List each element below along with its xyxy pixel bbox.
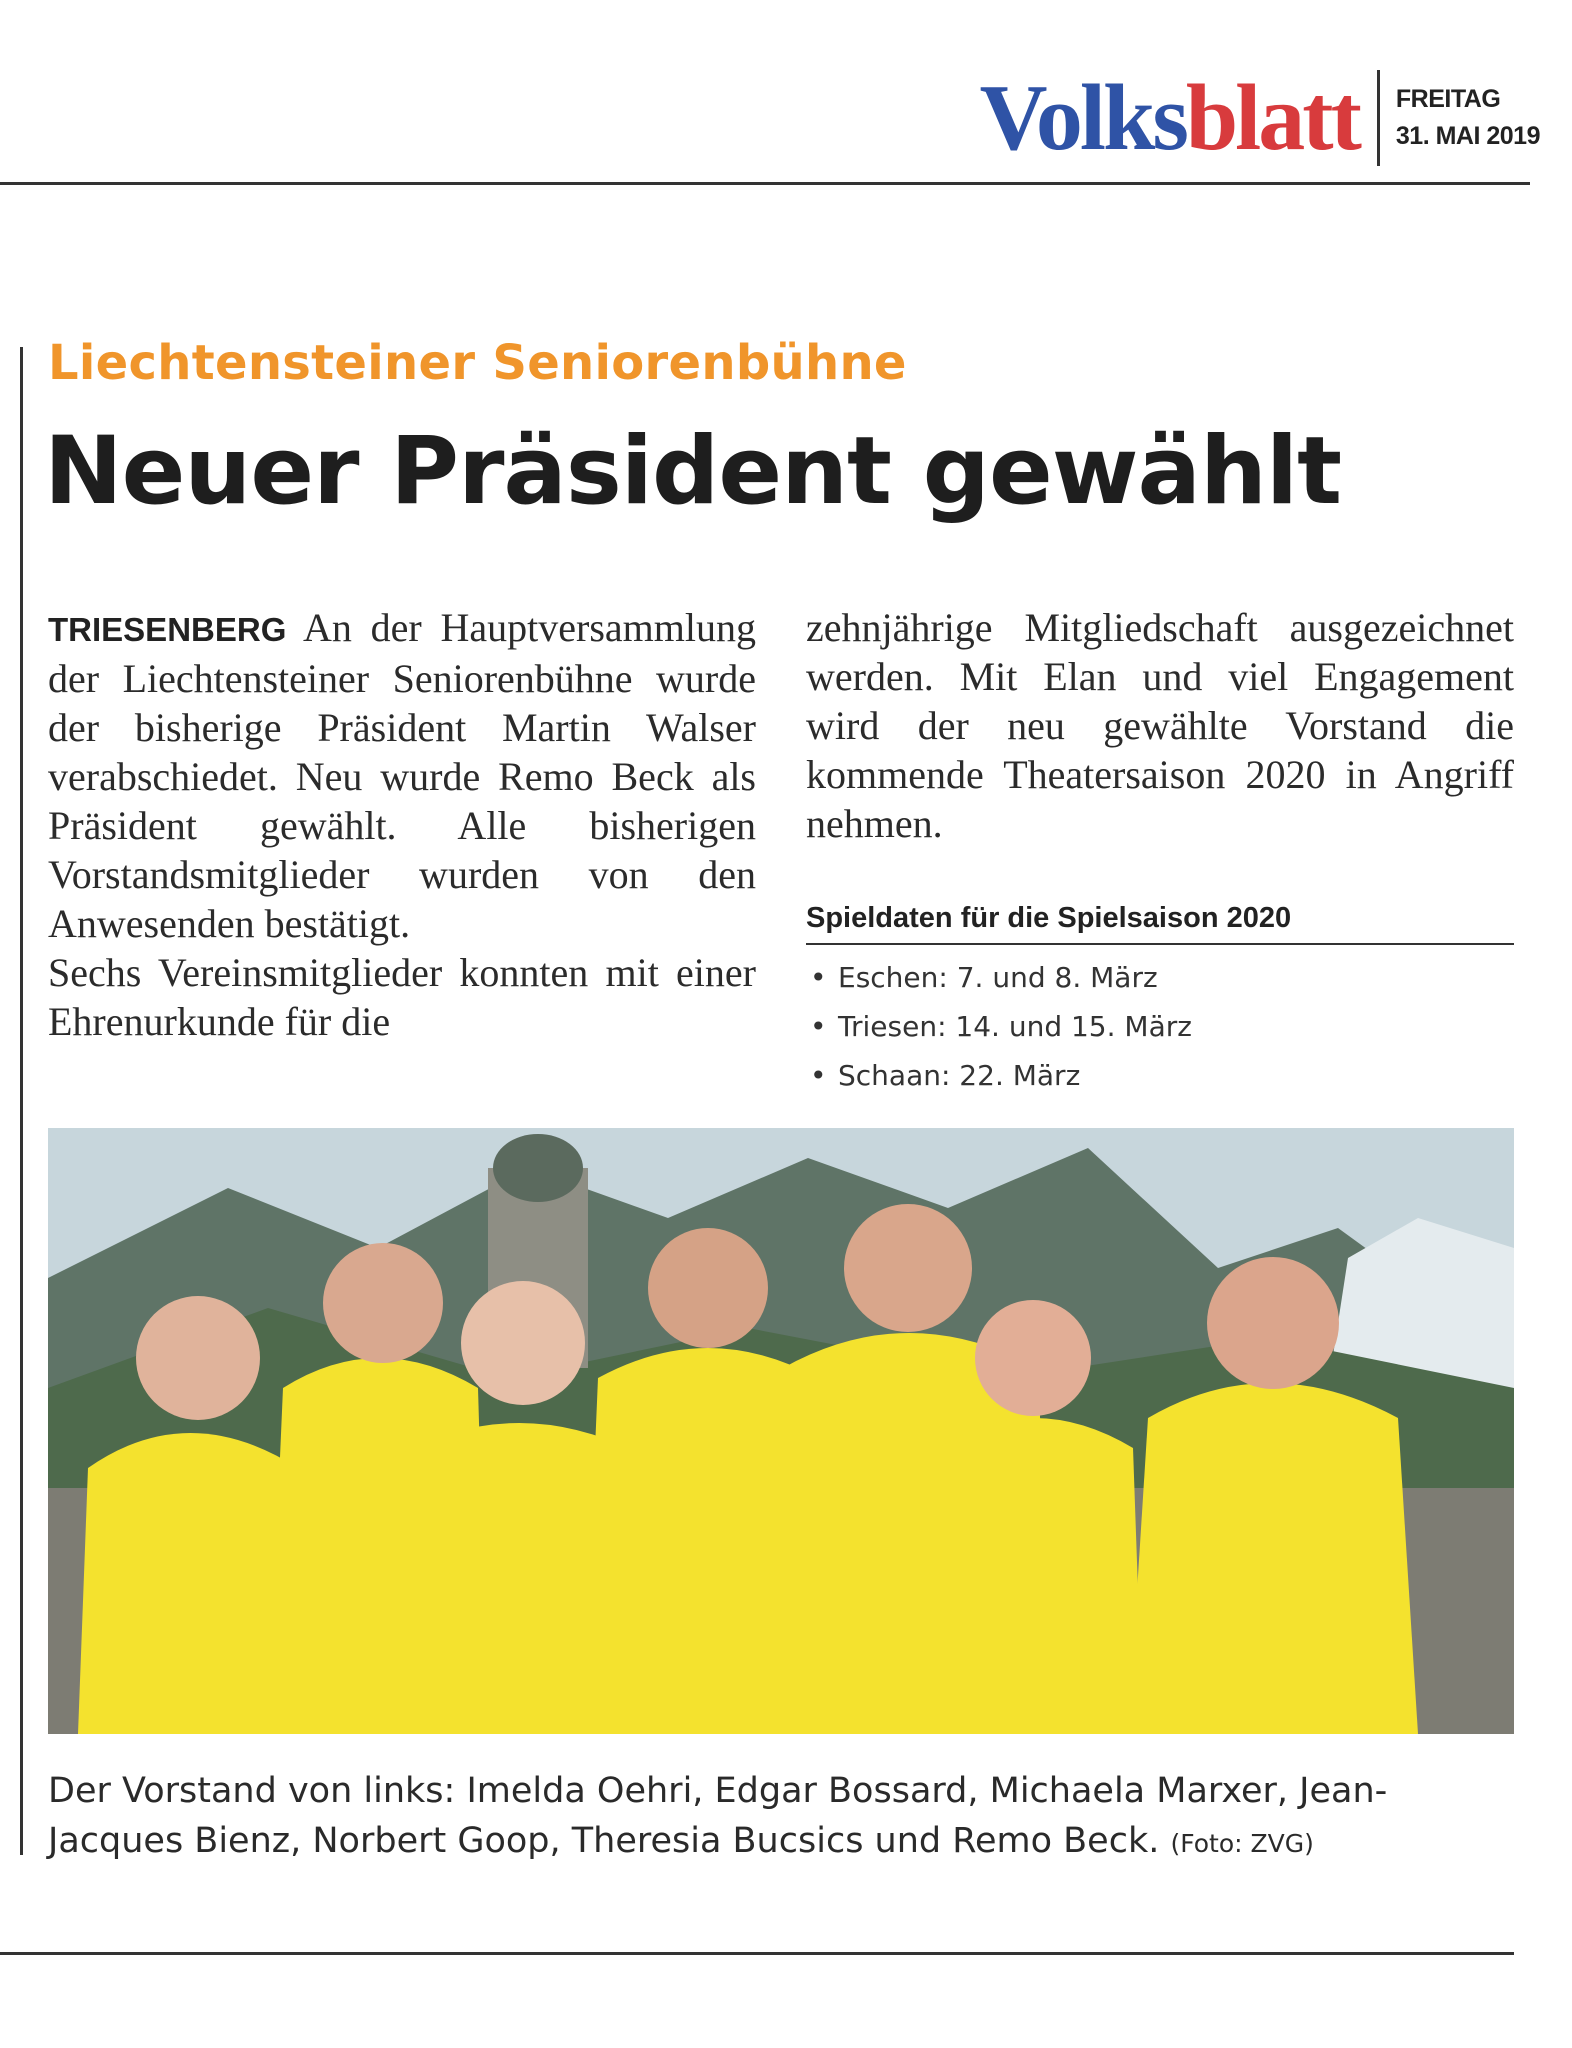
article-column-left (48, 603, 756, 1046)
paragraph-2-start: Sechs Vereinsmitglieder konnten mit einer Ehrenurkunde für die (48, 950, 756, 1044)
play-date-text: Triesen: 14. und 15. März (838, 1010, 1192, 1043)
play-dates-list (806, 953, 1514, 1100)
article-headline: Neuer Präsident gewählt (44, 417, 1342, 526)
bottom-rule (0, 1952, 1514, 1955)
masthead-separator (1377, 70, 1380, 166)
play-dates-title: Spieldaten für die Spielsaison 2020 (806, 902, 1514, 945)
lead-text: An der Hauptversammlung der Liechtensteiner Seniorenbühne wurde der bisherige Präsident Martin Walser verabschiedet. Neu wurde Remo Beck als Präsident gewählt. Alle bisherigen Vorstandsmitglieder wurden von den Anwesenden bestätigt. (48, 605, 757, 946)
logo-part-volks: Volks (979, 65, 1186, 170)
caption-text: Der Vorstand von links: Imelda Oehri, Edgar Bossard, Michaela Marxer, Jean-Jacques Bienz, Norbert Goop, Theresia Bucsics und Remo Beck. (48, 1771, 1388, 1861)
issue-date-text: 31. MAI 2019 (1395, 121, 1540, 150)
group-photo-illustration (48, 1128, 1514, 1734)
photo-caption (48, 1766, 1514, 1869)
play-date-item (806, 953, 1514, 1002)
bullet-icon: • (810, 1010, 827, 1043)
play-date-item (806, 1051, 1514, 1100)
article-left-rule (20, 347, 23, 1855)
issue-date (1396, 81, 1540, 154)
issue-weekday: FREITAG (1395, 85, 1501, 114)
play-date-text: Eschen: 7. und 8. März (838, 961, 1158, 994)
logo-part-blatt: blatt (1185, 65, 1359, 170)
bullet-icon: • (810, 961, 827, 994)
article-kicker: Liechtensteiner Seniorenbühne (48, 335, 907, 391)
article-column-right (806, 603, 1514, 848)
volksblatt-logo (979, 65, 1359, 170)
bullet-icon: • (810, 1059, 827, 1092)
dateline: TRIESENBERG (48, 611, 287, 648)
top-rule (0, 182, 1530, 185)
paragraph-2-end: zehnjährige Mitgliedschaft ausgezeichnet werden. Mit Elan und viel Engagement wird der neu gewählte Vorstand die kommende Theatersaison 2020 in Angriff nehmen. (806, 605, 1514, 846)
play-date-item (806, 1002, 1514, 1051)
photo-tower-dome (493, 1134, 583, 1202)
group-photo (48, 1128, 1514, 1734)
photo-credit: (Foto: ZVG) (1170, 1829, 1314, 1858)
play-dates-box (806, 902, 1514, 1100)
masthead (980, 60, 1540, 175)
lead-paragraph (48, 603, 756, 948)
play-date-text: Schaan: 22. März (838, 1059, 1081, 1092)
